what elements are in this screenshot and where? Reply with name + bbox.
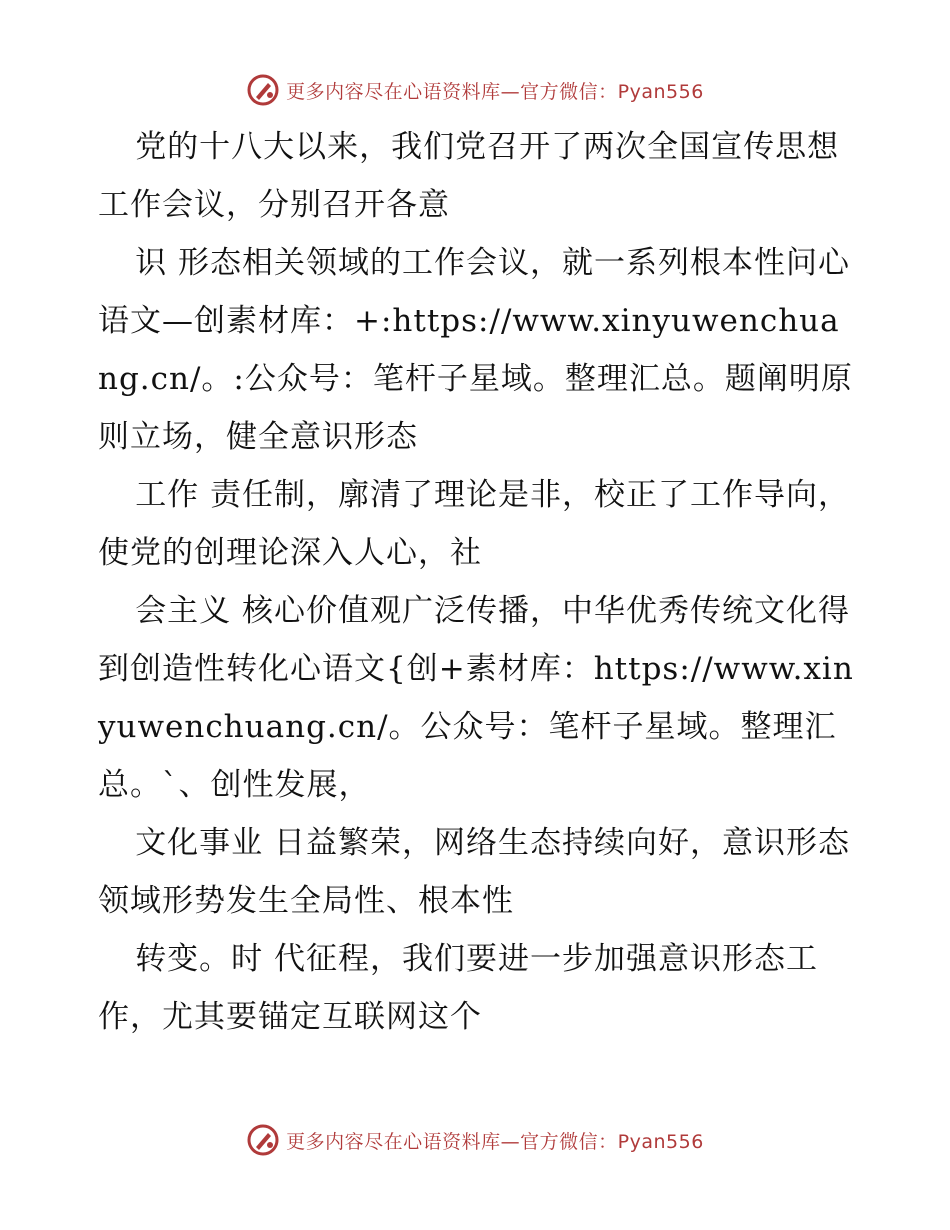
document-body (98, 118, 858, 1046)
pen-seal-icon (246, 73, 280, 107)
paragraph-1: 党的十八大以来，我们党召开了两次全国宣传思想工作会议，分别召开各意 (98, 129, 840, 223)
header-banner (0, 70, 950, 110)
pen-seal-icon (246, 1123, 280, 1157)
paragraph-2: 识 形态相关领域的工作会议，就一系列根本性问心语文—创素材库：+:https://www.xinyuwenchuang.cn/。:公众号：笔杆子星域。整理汇总。题阐明原则立场，健全意识形态 (98, 245, 853, 455)
paragraph-4: 会主义 核心价值观广泛传播，中华优秀传统文化得到创造性转化心语文{创+素材库：https://www.xinyuwenchuang.cn/。公众号：笔杆子星域。整理汇总。`、创性发展， (98, 593, 854, 803)
footer-banner-text: 更多内容尽在心语资料库—官方微信：Pyan556 (286, 1130, 704, 1153)
paragraph-3: 工作 责任制，廓清了理论是非，校正了工作导向，使党的创理论深入人心，社 (98, 477, 851, 571)
paragraph-6: 转变。时 代征程，我们要进一步加强意识形态工作，尤其要锚定互联网这个 (98, 941, 819, 1035)
footer-banner (0, 1120, 950, 1160)
header-banner-text: 更多内容尽在心语资料库—官方微信：Pyan556 (286, 80, 704, 103)
paragraph-5: 文化事业 日益繁荣，网络生态持续向好，意识形态领域形势发生全局性、根本性 (98, 825, 851, 919)
